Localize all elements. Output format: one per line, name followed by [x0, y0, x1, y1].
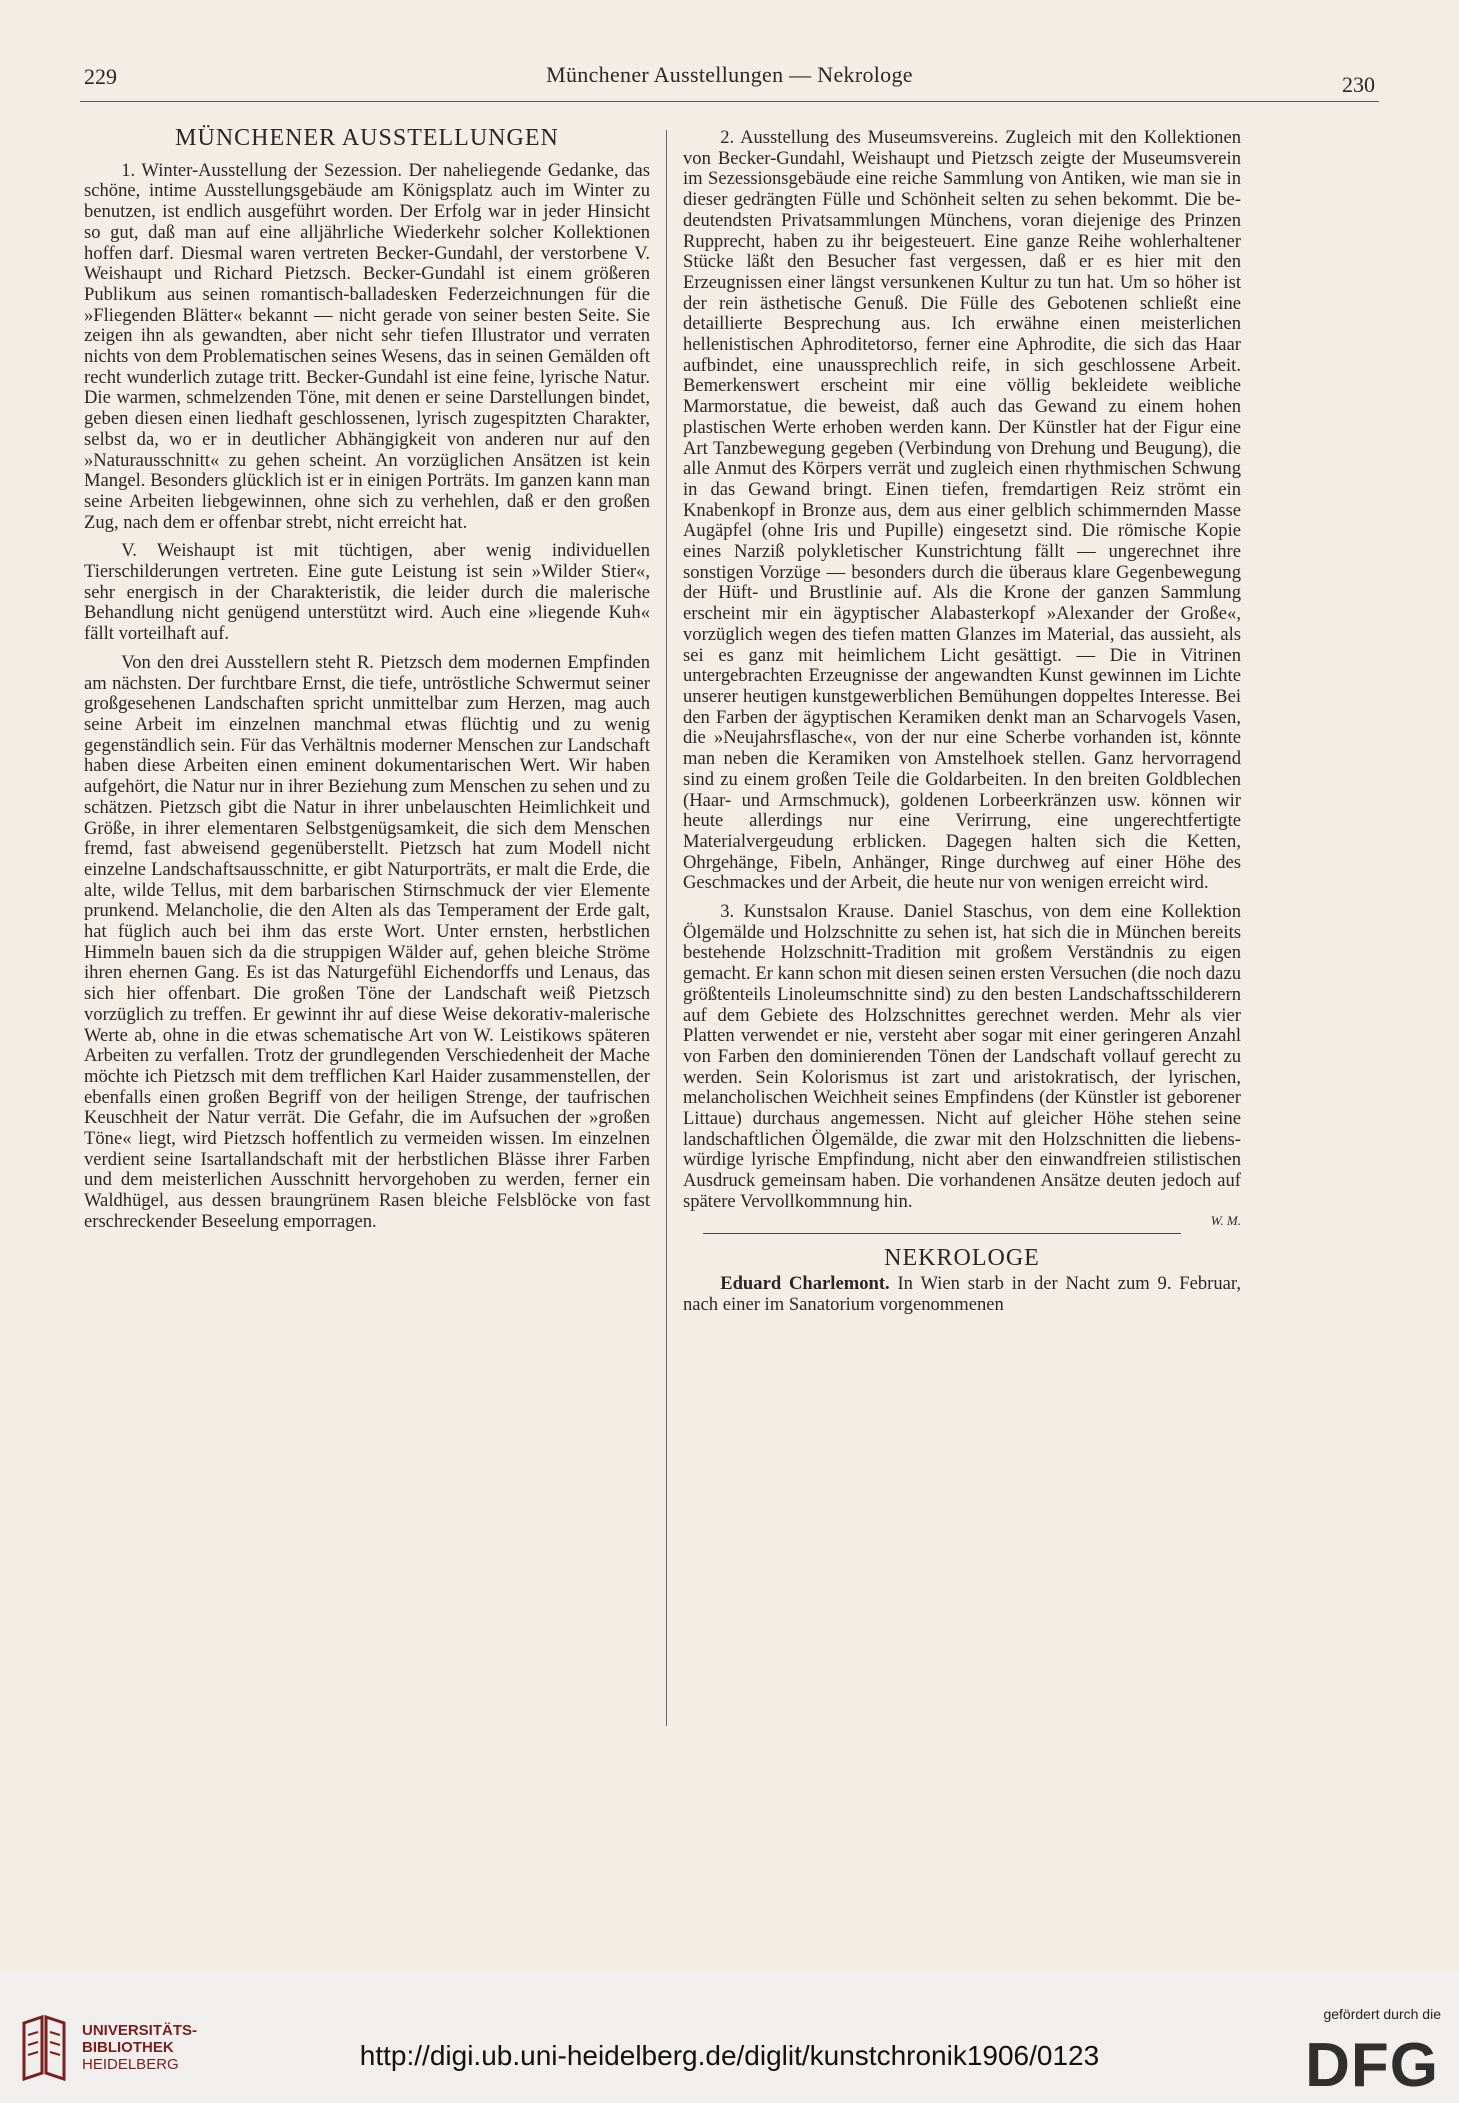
obituary-text: In Wien starb in der Nacht zum 9. Februar, nach einer im Sanatorium vorgenommenen: [683, 1273, 1241, 1315]
header-rule: [80, 101, 1379, 102]
left-column: [84, 125, 650, 1233]
obituary-name: Eduard Charlemont.: [720, 1273, 890, 1295]
section-rule: [703, 1233, 1181, 1234]
running-title: Münchener Ausstellungen — Nekrologe: [546, 62, 913, 87]
section-title-ausstellungen: MÜNCHENER AUSSTELLUNGEN: [175, 125, 559, 151]
dfg-logo: DFG: [1305, 2031, 1439, 2100]
column-divider: [666, 130, 667, 1726]
author-signature: W. M.: [1210, 1212, 1241, 1228]
paragraph: Von den drei Ausstellern steht R. Pietzsch dem modernen Empfinden am nächsten. Der furchtbare Ernst, die tiefe, untröstliche Schwermut seiner großgesehenen Landschaften spricht unmittelbar zum Herzen, mag auch seine Arbeit im einzelnen manchmal etwas flüchtig und zu wenig gegenständlich sein. Für das Verhältnis moderner Menschen zur Landschaft haben diese Arbeiten einen eminent dokumentarischen Wert. Wir haben aufgehört, die Natur nur in ihrer Beziehung zum Menschen zu sehen und zu schätzen. Pietzsch gibt die Natur in ihrer unbelauschten Heimlichkeit und Größe, in ihrer elementaren Selbstgenügsamkeit, die sich dem Menschen fremd, fast abweisend gegenüberstellt. Pietzsch hat zum Modell nicht einzelne Landschaftsausschnitte, er gibt Naturporträts, er malt die Erde, die alte, wilde Tellus, mit dem barbarischen Stirnschmuck der vier Elemente prunkend. Melancholie, die den Alten als das Temperament der Erde galt, hat füglich auch bei ihm das erste Wort. Unter ernsten, herbstlichen Himmeln bauen sich da die struppigen Wälder auf, gehen bleiche Ströme ihren ehernen Gang. Es ist das Naturgefühl Eichendorffs und Lenaus, das sich hier offenbart. Die großen Töne der Landschaft weiß Pietzsch vorzüglich zu treffen. Er gewinnt ihr auf diese Weise dekorativ-malerische Werte ab, ohne in die etwas schematische Art von W. Leistikows späteren Arbeiten zu verfallen. Trotz der grundlegenden Verschiedenheit der Mache möchte ich Pietzsch mit dem trefflichen Karl Haider zusammenstellen, der ebenfalls einen großen Begriff von der heiligen Strenge, der taufrischen Keuschheit der Natur verrät. Die Gefahr, die im Aufsuchen der »großen Töne« liegt, wird Pietzsch hoffentlich zu vermeiden wissen. Im einzelnen verdient seine Isartallandschaft mit der herbstlichen Blässe ihrer Farben und dem meisterlichen Ausschnitt hervorgehoben zu werden, ferner ein Waldhügel, aus dessen braungrünem Rasen bleiche Felsblöcke von fast erschreckender Beseelung emporragen.: [84, 651, 650, 1232]
institution-line: HEIDELBERG: [82, 2056, 179, 2073]
right-column: [683, 128, 1241, 1316]
paragraph: 3. Kunstsalon Krause. Daniel Staschus, von dem eine Kollektion Ölgemälde und Holzschnitte zu sehen ist, hat sich die in München bereits bestehende Holzschnitt-Tradition mit großem Verständnis zu eigen gemacht. Er kann schon mit diesen seinen ersten Versuchen (die noch dazu größtenteils Linoleumschnitte sind) zu den besten Landschaftsschilderern auf dem Gebiete des Holzschnittes gerechnet werden. Mehr als vier Platten verwendet er nie, versteht aber sogar mit einer geringeren Anzahl von Farben den dominierenden Tönen der Landschaft vollauf gerecht zu werden. Sein Kolorismus ist zart und aristokratisch, der lyrischen, melancholischen Weichheit seines Empfindens (der Künstler ist geborener Littaue) durchaus angemessen. Nicht auf gleicher Höhe stehen seine landschaftlichen Ölgemälde, die zwar mit den Holzschnitten die liebenswürdige lyrische Empfindung, nicht aber den einwandfreien stilistischen Ausdruck gemeinsam haben. Die vorhandenen Ansätze deuten jedoch auf spätere Vervollkommnung hin.: [683, 901, 1241, 1212]
section-title-nekrologe: NEKROLOGE: [884, 1244, 1040, 1271]
sponsor-label: gefördert durch die: [1323, 2006, 1441, 2022]
source-url-link[interactable]: http://digi.ub.uni-heidelberg.de/diglit/kunstchronik1906/0123: [359, 2040, 1100, 2071]
paragraph: V. Weishaupt ist mit tüchtigen, aber wenig individuellen Tierschilderungen vertreten. Eine gute Leistung ist sein »Wilder Stier«, sehr energisch in der Charakteristik, die leider durch die malerische Behandlung nicht genügend unterstützt wird. Auch eine »liegende Kuh« fällt vorteilhaft auf.: [84, 540, 650, 645]
paragraph: 2. Ausstellung des Museumsvereins. Zugleich mit den Kollektionen von Becker-Gundahl, Weishaupt und Pietzsch zeigte der Museumsverein im Sezessionsgebäude eine reiche Sammlung von Antiken, wie man sie in dieser gedrängten Fülle und Schönheit selten zu sehen bekommt. Die bedeutendsten Privatsammlungen Münchens, voran diejenige des Prinzen Rupprecht, haben zu ihr beigesteuert. Eine ganze Reihe wohlerhaltener Stücke läßt den Besucher fast vergessen, daß er es hier mit den Erzeugnissen einer längst versunkenen Kultur zu tun hat. Um so höher ist der rein ästhetische Genuß. Die Fülle des Gebotenen schließt eine detaillierte Besprechung aus. Ich erwähne einen meisterlichen hellenistischen Aphroditetorso, ferner eine Aphrodite, die sich das Haar aufbindet, eine unaussprechlich reife, in sich geschlossene Arbeit. Bemerkenswert erscheint mir eine völlig bekleidete weibliche Marmorstatue, die beweist, daß auch das Gewand zu einem hohen plastischen Werte erhoben werden kann. Der Künstler hat der Figur eine Art Tanzbewegung gegeben (Verbindung von Drehung und Beugung), die alle Anmut des Körpers verrät und zugleich einen rhythmischen Schwung in das Gewand bringt. Einen tiefen, fremdartigen Reiz strömt ein Knabenkopf in Bronze aus, dem aus einer gelblich schimmernden Masse Augäpfel (ohne Iris und Pupille) eingesetzt sind. Die römische Kopie eines Narziß polykletischer Kunstrichtung fällt — ungerechnet ihre sonstigen Vorzüge — besonders durch die überaus klare Gegenbewegung der Hüft- und Brustlinie auf. Als die Krone der ganzen Sammlung erscheint mir ein ägyptischer Alabasterkopf »Alexander der Große«, vorzüglich wegen des tiefen matten Glanzes im Material, das aussieht, als sei es ganz mit heimlichem Licht gesättigt. — Die in Vitrinen untergebrachten Erzeugnisse der angewandten Kunst gewinnen im Lichte unserer heutigen kunstgewerblichen Bemühungen doppeltes Interesse. Bei den Farben der ägyptischen Keramiken denkt man an Scharvogels Vasen, die »Neujahrsflasche«, von der nur eine Scherbe vorhanden ist, könnte man neben die Keramiken von Amstelhoek stellen. Ganz hervorragend sind zu einem großen Teile die Goldarbeiten. In den breiten Goldblechen (Haar- und Armschmuck), goldenen Lorbeerkränzen usw. können wir heute allerdings nur eine Verirrung, eine ungerechtfertigte Materialvergeudung erblicken. Dagegen halten sich die Ketten, Ohrgehänge, Fibeln, Anhänger, Ringe durchweg auf einer Höhe des Geschmackes und der Arbeit, die heute nur von wenigen erreicht wird.: [683, 127, 1241, 894]
institution-line: UNIVERSITÄTS-: [82, 2022, 198, 2039]
institution-line: BIBLIOTHEK: [82, 2039, 174, 2056]
digitization-footer: [0, 1970, 1459, 2103]
page-number-right: 230: [1342, 72, 1375, 97]
page-number-left: 229: [84, 64, 117, 89]
obituary-paragraph: [683, 1274, 1241, 1315]
page-header: [80, 62, 1379, 102]
paragraph: 1. Winter-Ausstellung der Sezession. Der naheliegende Gedanke, das schöne, intime Ausstellungsgebäude am Königsplatz auch im Winter zu benutzen, ist endlich ausgeführt worden. Der Erfolg war in jeder Hinsicht so gut, daß man auf eine alljährliche Wiederkehr solcher Kollektionen hoffen darf. Diesmal waren vertreten Becker-Gundahl, der verstorbene V. Weishaupt und Richard Pietzsch. Becker-Gundahl ist einem größeren Publikum aus seinen romantisch-balladesken Federzeichnungen für die »Fliegenden Blätter« bekannt — nicht gerade von seiner besten Seite. Sie zeigen ihn als gewandten, aber nicht sehr tiefen Illustrator und verraten nichts von dem Problematischen seines Wesens, das in seinen Gemälden oft recht wunderlich zutage tritt. Becker-Gundahl ist eine feine, lyrische Natur. Die warmen, schmelzenden Töne, mit denen er seine Darstellungen bindet, geben diesen einen liedhaft geschlossenen, lyrisch zugespitzten Charakter, selbst da, wo er in deutlicher Abhängigkeit von anderen nur auf den »Naturausschnitt« zu gehen scheint. An vorzüglichen Ansätzen ist kein Mangel. Besonders glücklich ist er in einigen Porträts. Im ganzen kann man seine Arbeiten liebgewinnen, ohne sich zu verhehlen, daß er den großen Zug, nach dem er offenbar strebt, nicht erreicht hat.: [84, 159, 650, 533]
